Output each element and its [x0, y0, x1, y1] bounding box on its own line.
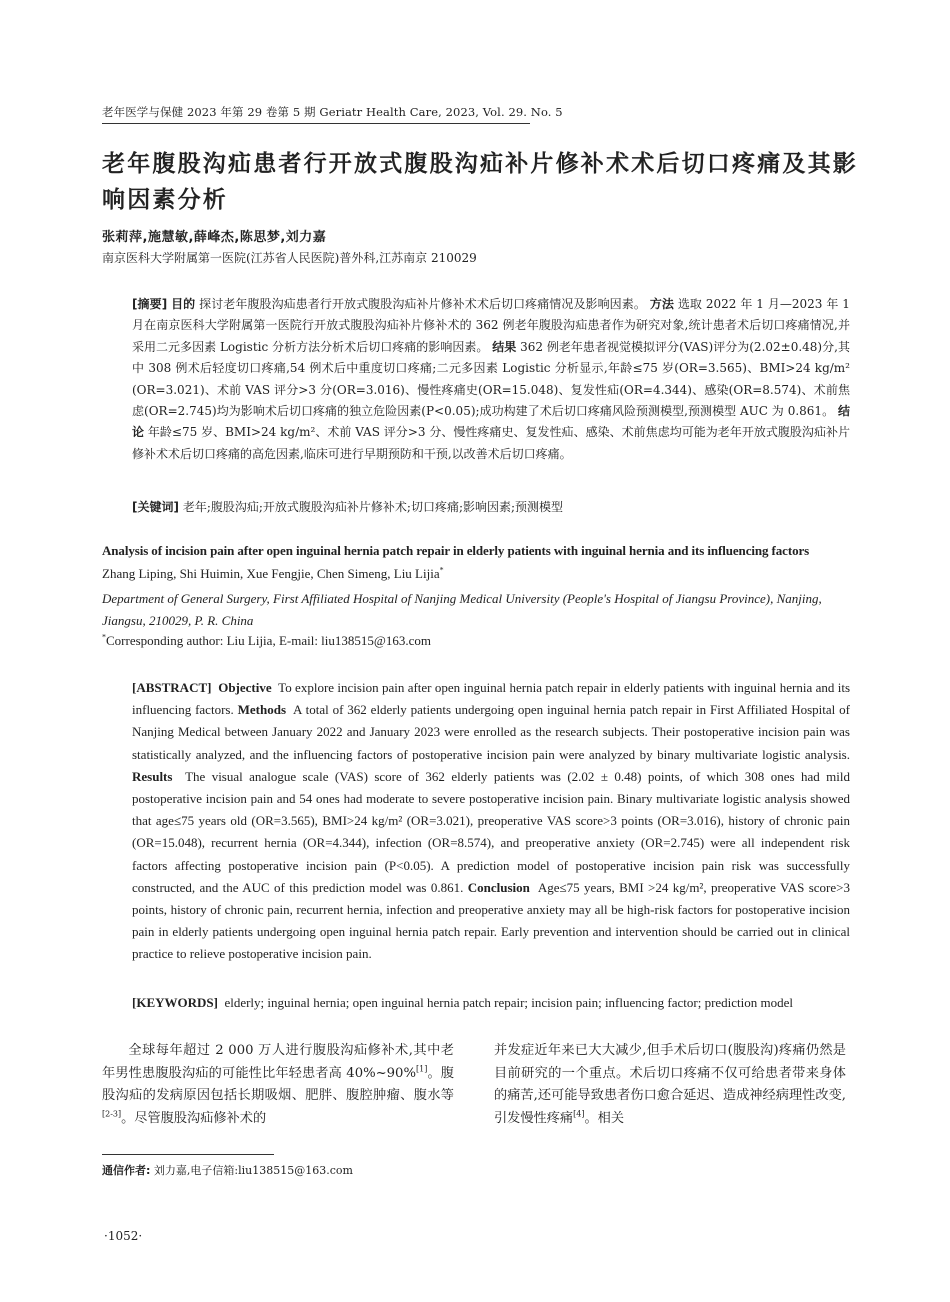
english-title: Analysis of incision pain after open inguinal hernia patch repair in elderly patients with inguinal hernia and its influencing factors	[102, 543, 810, 558]
objective-text: 探讨老年腹股沟疝患者行开放式腹股沟疝补片修补术术后切口疼痛情况及影响因素。	[199, 297, 646, 311]
corresponding-text: Corresponding author: Liu Lijia, E-mail: liu138515@163.com	[106, 633, 432, 648]
english-affiliation: Department of General Surgery, First Affiliated Hospital of Nanjing Medical University (People's Hospital of Jiangsu Province), Nanjing, Jiangsu, 210029, P. R. China	[102, 591, 822, 628]
footnote-text: 刘力嘉,电子信箱:liu138515@163.com	[153, 1164, 353, 1177]
conclusion-label: 结论	[132, 404, 850, 440]
body-text: 并发症近年来已大大减少,但手术后切口(腹股沟)疼痛仍然是目前研究的一个重点。术后切口疼痛不仅可给患者带来身体的痛苦,还可能导致患者伤口愈合延迟、造成神经病理性改变,引发慢性疼痛	[494, 1043, 846, 1126]
en-objective-text: To explore incision pain after open inguinal hernia patch repair in elderly patients with inguinal hernia and its influencing factors.	[132, 680, 851, 718]
body-text: 。相关	[584, 1110, 625, 1126]
citation: [2-3]	[102, 1109, 122, 1119]
body-text: 。腹股沟疝的发病原因包括长期吸烟、肥胖、腹腔肿瘤、腹水等	[102, 1065, 454, 1104]
english-authors	[102, 566, 444, 582]
methods-text: 选取 2022 年 1 月—2023 年 1 月在南京医科大学附属第一医院行开放式腹股沟疝补片修补术的 362 例老年腹股沟疝患者作为研究对象,统计患者术后切口疼痛情况,并采用二元多因素 Logistic 分析方法分析术后切口疼痛的影响因素。	[132, 297, 850, 354]
english-author-names: Zhang Liping, Shi Huimin, Xue Fengjie, Chen Simeng, Liu Lijia	[102, 566, 440, 581]
en-conclusion-label: Conclusion	[467, 879, 530, 895]
en-results-text: The visual analogue scale (VAS) score of 362 elderly patients was (2.02 ± 0.48) points, of which 308 ones had mild postoperative incision pain and 54 ones had moderate to severe postoperative incision pain. Binary multivariate logistic analysis showed that age≤75 years old (OR=3.565), BMI>24 kg/m² (OR=3.021), preoperative VAS score>3 points (OR=3.016), history of chronic pain (OR=15.048), recurrent hernia (OR=4.344), infection (OR=8.574), and preoperative anxiety (OR=2.745) were all independent risk factors affecting postoperative incision pain (P<0.05). A prediction model of postoperative incision pain risk was successfully constructed, and the AUC of this prediction model was 0.861.	[132, 768, 850, 895]
results-label: 结果	[492, 339, 517, 354]
affiliation: 南京医科大学附属第一医院(江苏省人民医院)普外科,江苏南京 210029	[102, 251, 477, 265]
corresponding-author	[102, 633, 431, 649]
en-abstract-label: [ABSTRACT]	[132, 680, 212, 695]
body-column-right	[494, 1040, 846, 1130]
english-keywords	[132, 993, 850, 1013]
body-column-left	[102, 1040, 454, 1130]
author-asterisk: *	[439, 565, 444, 575]
english-abstract	[132, 677, 850, 966]
header-rule	[102, 123, 530, 124]
en-conclusion-text: Age≤75 years, BMI >24 kg/m², preoperative VAS score>3 points, history of chronic pain, recurrent hernia, infection and preoperative anxiety may all be high-risk factors for postoperative incision pain in elderly patients undergoing open inguinal hernia patch repair. Early prevention and intervention should be carried out in clinical practice to relieve postoperative incision pain.	[132, 879, 850, 962]
en-keywords-text: elderly; inguinal hernia; open inguinal hernia patch repair; incision pain; influencing factor; prediction model	[224, 995, 794, 1010]
en-methods-text: A total of 362 elderly patients undergoing open inguinal hernia patch repair in First Affiliated Hospital of Nanjing Medical between January 2022 and January 2023 were enrolled as the research subjects. Their postoperative incision pain was statistically analyzed, and the influencing factors of postoperative incision pain were analyzed by binary multivariate logistic analysis.	[132, 702, 850, 762]
en-objective-label: Objective	[218, 680, 272, 695]
chinese-keywords	[132, 497, 850, 517]
methods-label: 方法	[649, 297, 674, 311]
authors: 张莉萍,施慧敏,薛峰杰,陈思梦,刘力嘉	[102, 230, 327, 245]
chinese-abstract	[132, 294, 850, 465]
body-text: 。尽管腹股沟疝修补术的	[121, 1110, 267, 1126]
running-header: 老年医学与保健 2023 年第 29 卷第 5 期 Geriatr Health Care, 2023, Vol. 29. No. 5	[102, 105, 563, 119]
body-text: 全球每年超过 2 000 万人进行腹股沟疝修补术,其中老年男性患腹股沟疝的可能性比年轻患者高 40%~90%	[102, 1043, 454, 1081]
en-results-label: Results	[132, 768, 173, 784]
article-title: 老年腹股沟疝患者行开放式腹股沟疝补片修补术术后切口疼痛及其影响因素分析	[102, 151, 858, 213]
keywords-text: 老年;腹股沟疝;开放式腹股沟疝补片修补术;切口疼痛;影响因素;预测模型	[182, 500, 564, 514]
objective-label: 目的	[171, 297, 196, 311]
page-number: ·1052·	[104, 1229, 143, 1243]
footnote-rule	[102, 1154, 274, 1155]
en-methods-label: Methods	[237, 702, 286, 718]
citation: [1]	[415, 1064, 428, 1074]
footnote	[102, 1162, 353, 1178]
keywords-label: [关键词]	[132, 500, 179, 514]
citation: [4]	[573, 1109, 585, 1119]
corr-asterisk: *	[102, 632, 106, 642]
conclusion-text: 年龄≤75 岁、BMI>24 kg/m²、术前 VAS 评分>3 分、慢性疼痛史、复发性疝、感染、术前焦虑均可能为老年开放式腹股沟疝补片修补术术后切口疼痛的高危因素,临床可进行早期预防和干预,以改善术后切口疼痛。	[132, 425, 850, 461]
abstract-label: [摘要]	[132, 297, 168, 311]
results-text: 362 例老年患者视觉模拟评分(VAS)评分为(2.02±0.48)分,其中 308 例术后轻度切口疼痛,54 例术后中重度切口疼痛;二元多因素 Logistic 分析显示,年龄≤75 岁(OR=3.565)、BMI>24 kg/m² (OR=3.021)、术前 VAS 评分>3 分(OR=3.016)、慢性疼痛史(OR=15.048)、复发性疝(OR=4.344)、感染(OR=8.574)、术前焦虑(OR=2.745)均为影响术后切口疼痛的独立危险因素(P<0.05);成功构建了术后切口疼痛风险预测模型,预测模型 AUC 为 0.861。	[132, 339, 850, 419]
footnote-label: 通信作者:	[102, 1164, 151, 1177]
en-keywords-label: [KEYWORDS]	[132, 995, 218, 1010]
